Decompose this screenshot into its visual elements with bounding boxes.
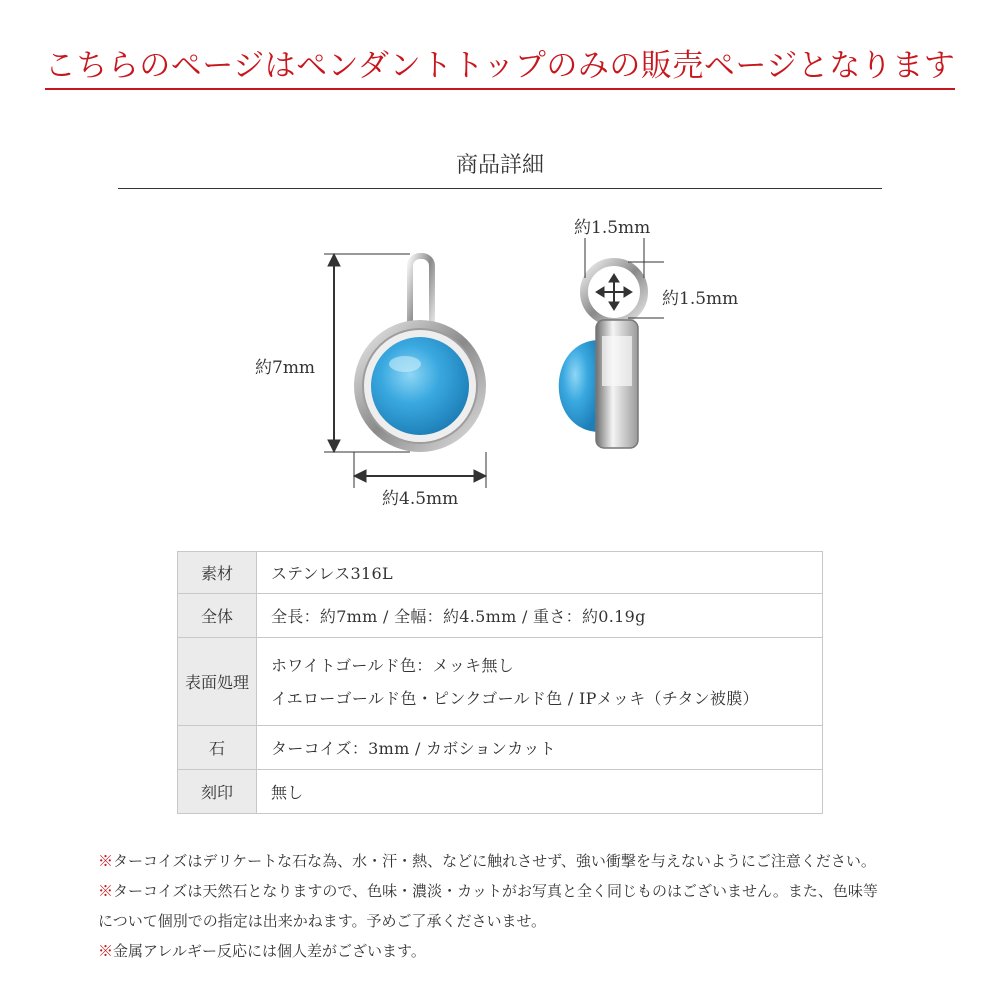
spec-label: 素材 bbox=[178, 552, 257, 594]
spec-row bbox=[178, 638, 823, 726]
spec-value: 無し bbox=[257, 770, 823, 814]
note-mark: ※ bbox=[98, 852, 114, 870]
stone-highlight bbox=[389, 356, 421, 372]
pendant-front-view bbox=[354, 256, 486, 452]
height-label: 約7mm bbox=[255, 358, 316, 378]
ring-width-label: 約1.5mm bbox=[574, 218, 651, 238]
spec-row bbox=[178, 726, 823, 770]
spec-label: 表面処理 bbox=[178, 638, 257, 726]
spec-label: 石 bbox=[178, 726, 257, 770]
notes bbox=[98, 846, 918, 966]
spec-value-line: イエローゴールド色・ピンクゴールド色 / IPメッキ（チタン被膜） bbox=[271, 688, 759, 708]
spec-value bbox=[257, 638, 823, 726]
spec-label: 刻印 bbox=[178, 770, 257, 814]
section-title: 商品詳細 bbox=[455, 153, 544, 178]
spec-row bbox=[178, 552, 823, 594]
note-text: ターコイズは天然石となりますので、色味・濃淡・カットがお写真と全く同じものはございません。また、色味等 bbox=[113, 882, 878, 900]
note-mark: ※ bbox=[98, 942, 114, 960]
width-label: 約4.5mm bbox=[382, 489, 459, 509]
note-line bbox=[98, 846, 918, 876]
spec-row bbox=[178, 770, 823, 814]
spec-value: ターコイズ：3mm / カボションカット bbox=[257, 726, 823, 770]
width-dimension-arrow bbox=[354, 452, 486, 488]
spec-value: ステンレス316L bbox=[257, 552, 823, 594]
spec-label: 全体 bbox=[178, 594, 257, 638]
note-text: について個別での指定は出来かねます。予めご了承くださいませ。 bbox=[98, 912, 547, 930]
spec-value: 全長：約7mm / 全幅：約4.5mm / 重さ：約0.19g bbox=[257, 594, 823, 638]
note-line bbox=[98, 906, 918, 936]
spec-table bbox=[177, 551, 823, 814]
note-mark: ※ bbox=[98, 882, 114, 900]
ring-dimension-guides bbox=[585, 238, 664, 318]
turquoise-stone bbox=[371, 337, 469, 435]
spec-row bbox=[178, 594, 823, 638]
side-stone-dome bbox=[559, 340, 600, 432]
banner-text: こちらのページはペンダントトップのみの販売ページとなります bbox=[45, 48, 955, 90]
note-text: 金属アレルギー反応には個人差がございます。 bbox=[113, 942, 426, 960]
note-line bbox=[98, 876, 918, 906]
ring-height-label: 約1.5mm bbox=[662, 289, 739, 309]
spec-value-line: ホワイトゴールド色：メッキ無し bbox=[271, 655, 515, 675]
note-text: ターコイズはデリケートな石な為、水・汗・熱、などに触れさせず、強い衝撃を与えないようにご注意ください。 bbox=[113, 852, 876, 870]
note-line bbox=[98, 936, 918, 966]
